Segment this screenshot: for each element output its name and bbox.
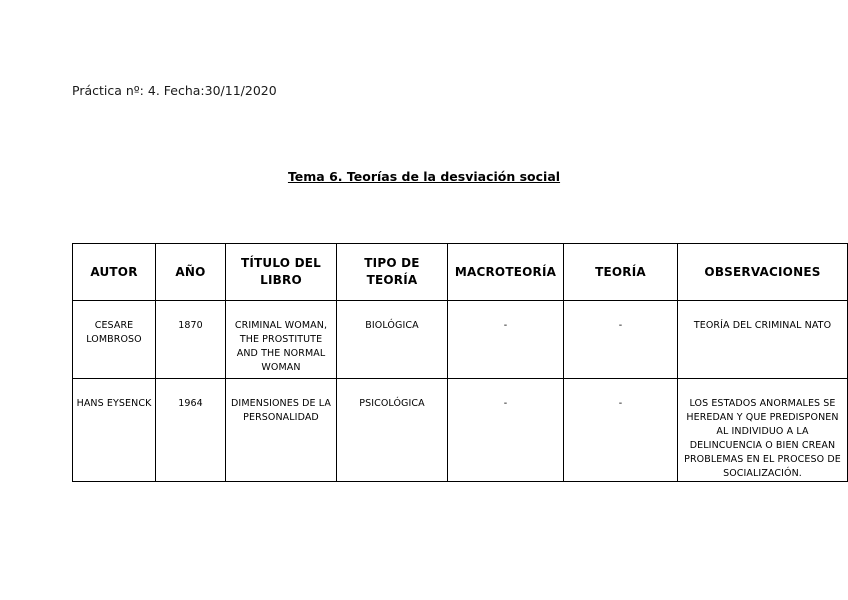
cell-titulo: CRIMINAL WOMAN, THE PROSTITUTE AND THE NORMAL WOMAN xyxy=(226,301,337,379)
cell-observaciones: TEORÍA DEL CRIMINAL NATO xyxy=(678,301,848,379)
column-header-observaciones: OBSERVACIONES xyxy=(678,244,848,301)
column-header-autor: AUTOR xyxy=(73,244,156,301)
column-header-macroteoria: MACROTEORÍA xyxy=(448,244,564,301)
table-row xyxy=(73,379,848,482)
column-header-titulo: TÍTULO DEL LIBRO xyxy=(226,244,337,301)
document-title: Tema 6. Teorías de la desviación social xyxy=(287,169,561,184)
cell-tipo: PSICOLÓGICA xyxy=(337,379,448,482)
cell-anio: 1964 xyxy=(156,379,226,482)
cell-autor: CESARE LOMBROSO xyxy=(73,301,156,379)
table-row xyxy=(73,301,848,379)
table-header-row xyxy=(73,244,848,301)
cell-teoria: - xyxy=(564,379,678,482)
cell-tipo: BIOLÓGICA xyxy=(337,301,448,379)
cell-macroteoria: - xyxy=(448,301,564,379)
cell-autor: HANS EYSENCK xyxy=(73,379,156,482)
column-header-tipo: TIPO DE TEORÍA xyxy=(337,244,448,301)
column-header-anio: AÑO xyxy=(156,244,226,301)
cell-macroteoria: - xyxy=(448,379,564,482)
cell-anio: 1870 xyxy=(156,301,226,379)
cell-titulo: DIMENSIONES DE LA PERSONALIDAD xyxy=(226,379,337,482)
cell-observaciones: LOS ESTADOS ANORMALES SE HEREDAN Y QUE PREDISPONEN AL INDIVIDUO A LA DELINCUENCIA O BIEN CREAN PROBLEMAS EN EL PROCESO DE SOCIALIZACIÓN. xyxy=(678,379,848,482)
practice-header: Práctica nº: 4. Fecha:30/11/2020 xyxy=(72,83,277,98)
cell-teoria: - xyxy=(564,301,678,379)
column-header-teoria: TEORÍA xyxy=(564,244,678,301)
theories-table xyxy=(72,243,848,482)
